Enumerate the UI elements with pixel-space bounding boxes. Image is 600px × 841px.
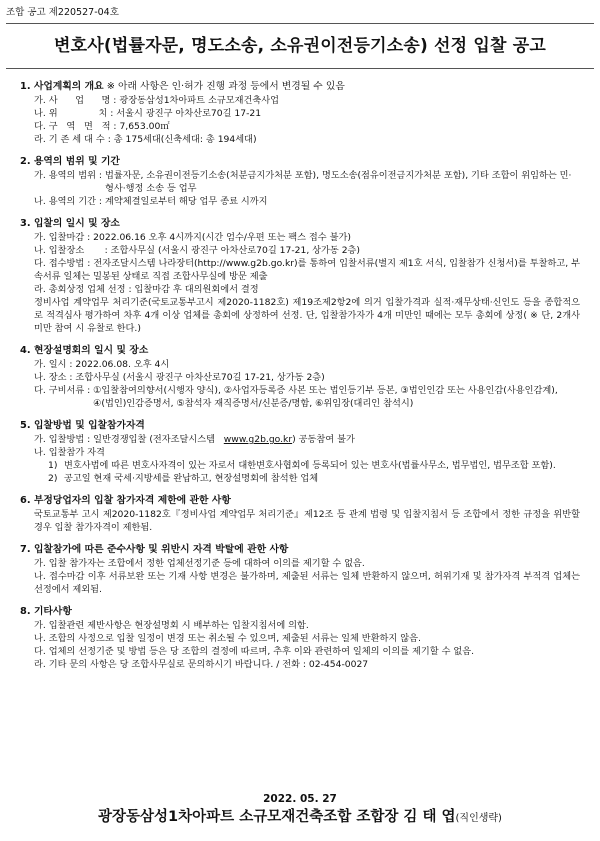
- list-item: 나. 장소 : 조합사무실 (서울시 광진구 아차산로70길 17-21, 상가동 2층): [34, 372, 325, 383]
- list-item: 가. 용역의 범위 : 법률자문, 소유권이전등기소송(처분금지가처분 포함), 명도소송(점유이전금지가처분 포함), 기타 조합이 위임하는 민·형사·행정 소송 등 업무: [34, 170, 572, 194]
- list-item: 다. 구비서류 : ①입찰참여의향서(시행자 양식), ②사업자등록증 사본 또는 법인등기부 등본, ③법인인감 또는 사용인감(사용인감계), ④(법인)인감증명서, ⑤참석자 재직증명서/신분증/명함, ⑥위임장(대리인 참석시): [34, 385, 558, 409]
- section-heading: 7. 입찰참가에 따른 준수사항 및 위반시 자격 박탈에 관한 사항: [20, 544, 289, 555]
- list-item: 가. 입찰관련 제반사항은 현장설명회 시 배부하는 입찰지침서에 의함.: [34, 620, 309, 631]
- section-disqualification: [20, 494, 580, 534]
- list-item: 가. 입찰 참가자는 조합에서 정한 업체선정기준 등에 대하여 이의를 제기할 수 없음.: [34, 558, 365, 569]
- list-item: 가. 입찰방법 : 일반경쟁입찰 (전자조달시스템 www.g2b.go.kr) 공동참여 불가: [34, 434, 355, 445]
- section-heading: 5. 입찰방법 및 입찰참가자격: [20, 420, 145, 431]
- list-item: 나. 위 치 : 서울시 광진구 아차산로70길 17-21: [34, 108, 262, 119]
- list-item: 가. 일시 : 2022.06.08. 오후 4시: [34, 359, 170, 370]
- top-divider: [6, 23, 594, 24]
- notice-number: 조합 공고 제220527-04호: [6, 7, 119, 18]
- list-item: 나. 입찰장소 : 조합사무실 (서울시 광진구 아차산로70길 17-21, 상가동 2층): [34, 245, 361, 256]
- list-item: 라. 기 존 세 대 수 : 총 175세대(신축세대: 총 194세대): [34, 134, 257, 145]
- title-divider: [6, 68, 594, 69]
- section-briefing-session: [20, 344, 580, 410]
- g2b-link[interactable]: www.g2b.go.kr: [223, 434, 293, 445]
- list-item: 나. 용역의 기간 : 계약체결일로부터 해당 업무 종료 시까지: [34, 196, 268, 207]
- list-item: 나. 입찰참가 자격: [34, 447, 105, 458]
- list-item: 정비사업 계약업무 처리기준(국토교통부고시 제2020-1182호) 제19조제2항2에 의거 입찰가격과 실적·재무상태·신인도 등을 종합적으로 적격심사 평가하여 차후 4개 이상 업체를 총회에 상정하여 선정. 단, 입찰참가자가 4개 미만인 때에는 모두 총회에 상정( ※ 단, 2개사 미만 참여 시 유찰로 한다.): [34, 297, 580, 334]
- list-item: 가. 사 업 명 : 광장동삼성1차아파트 소규모재건축사업: [34, 95, 279, 106]
- section-project-overview: [20, 80, 580, 146]
- section-compliance: [20, 543, 580, 596]
- section-heading: 8. 기타사항: [20, 606, 72, 617]
- list-item: 가. 입찰마감 : 2022.06.16 오후 4시까지(시간 엄수/우편 또는 팩스 접수 불가): [34, 232, 351, 243]
- section-heading: 6. 부정당업자의 입찰 참가자격 제한에 관한 사항: [20, 495, 231, 506]
- section-bid-schedule: [20, 217, 580, 335]
- section-heading: 1. 사업계획의 개요: [20, 81, 104, 92]
- list-item: 나. 접수마감 이후 서류보완 또는 기재 사항 변경은 불가하며, 제출된 서류는 일체 반환하지 않으며, 허위기재 및 참가자격 부적격 업체는 선정에서 제외됨.: [34, 571, 580, 595]
- list-item: 다. 접수방법 : 전자조달시스템 나라장터(http://www.g2b.go.kr)를 통하여 입찰서류(별지 제1호 서식, 입찰참가 신청서)를 투찰하고, 부속서류 일체는 밀봉된 상태로 직접 조합사무실에 방문 제출: [34, 258, 580, 282]
- section-note: ※ 아래 사항은 인·허가 진행 과정 등에서 변경될 수 있음: [103, 81, 345, 92]
- list-item: 나. 조합의 사정으로 입찰 일정이 변경 또는 취소될 수 있으며, 제출된 서류는 일체 반환하지 않음.: [34, 633, 421, 644]
- notice-date: 2022. 05. 27: [263, 793, 337, 805]
- list-item: 다. 구 역 면 적 : 7,653.00㎡: [34, 121, 170, 132]
- section-heading: 4. 현장설명회의 일시 및 장소: [20, 345, 149, 356]
- list-item: 라. 총회상정 업체 선정 : 입찰마감 후 대의원회에서 결정: [34, 284, 259, 295]
- section-body: 국토교통부 고시 제2020-1182호『정비사업 계약업무 처리기준』제12조 등 관계 법령 및 입찰지침서 등 조합에서 정한 규정을 위반할 경우 입찰 참가자격이 제한됨.: [34, 509, 580, 533]
- list-item: 2) 공고일 현재 국세·지방세를 완납하고, 현장설명회에 참석한 업체: [48, 473, 319, 484]
- section-heading: 3. 입찰의 일시 및 장소: [20, 218, 120, 229]
- notice-body: [20, 80, 580, 680]
- signer-name: 광장동삼성1차아파트 소규모재건축조합 조합장 김 태 엽: [98, 809, 456, 825]
- list-item: 다. 업체의 선정기준 및 방법 등은 당 조합의 결정에 따르며, 추후 이와 관련하여 일체의 이의를 제기할 수 없음.: [34, 646, 475, 657]
- list-item: 1) 변호사법에 따른 변호사자격이 있는 자로서 대한변호사협회에 등록되어 있는 변호사(법률사무소, 법무법인, 법무조합 포함).: [48, 460, 556, 471]
- seal-note: (직인생략): [455, 813, 502, 824]
- section-bid-method: [20, 419, 580, 485]
- section-heading: 2. 용역의 범위 및 기간: [20, 156, 120, 167]
- section-service-scope: [20, 155, 580, 208]
- signature-line: [0, 811, 600, 825]
- list-item: 라. 기타 문의 사항은 당 조합사무실로 문의하시기 바랍니다. / 전화 : 02-454-0027: [34, 659, 369, 670]
- page-title: 변호사(법률자문, 명도소송, 소유권이전등기소송) 선정 입찰 공고: [53, 36, 547, 56]
- section-other-matters: [20, 605, 580, 671]
